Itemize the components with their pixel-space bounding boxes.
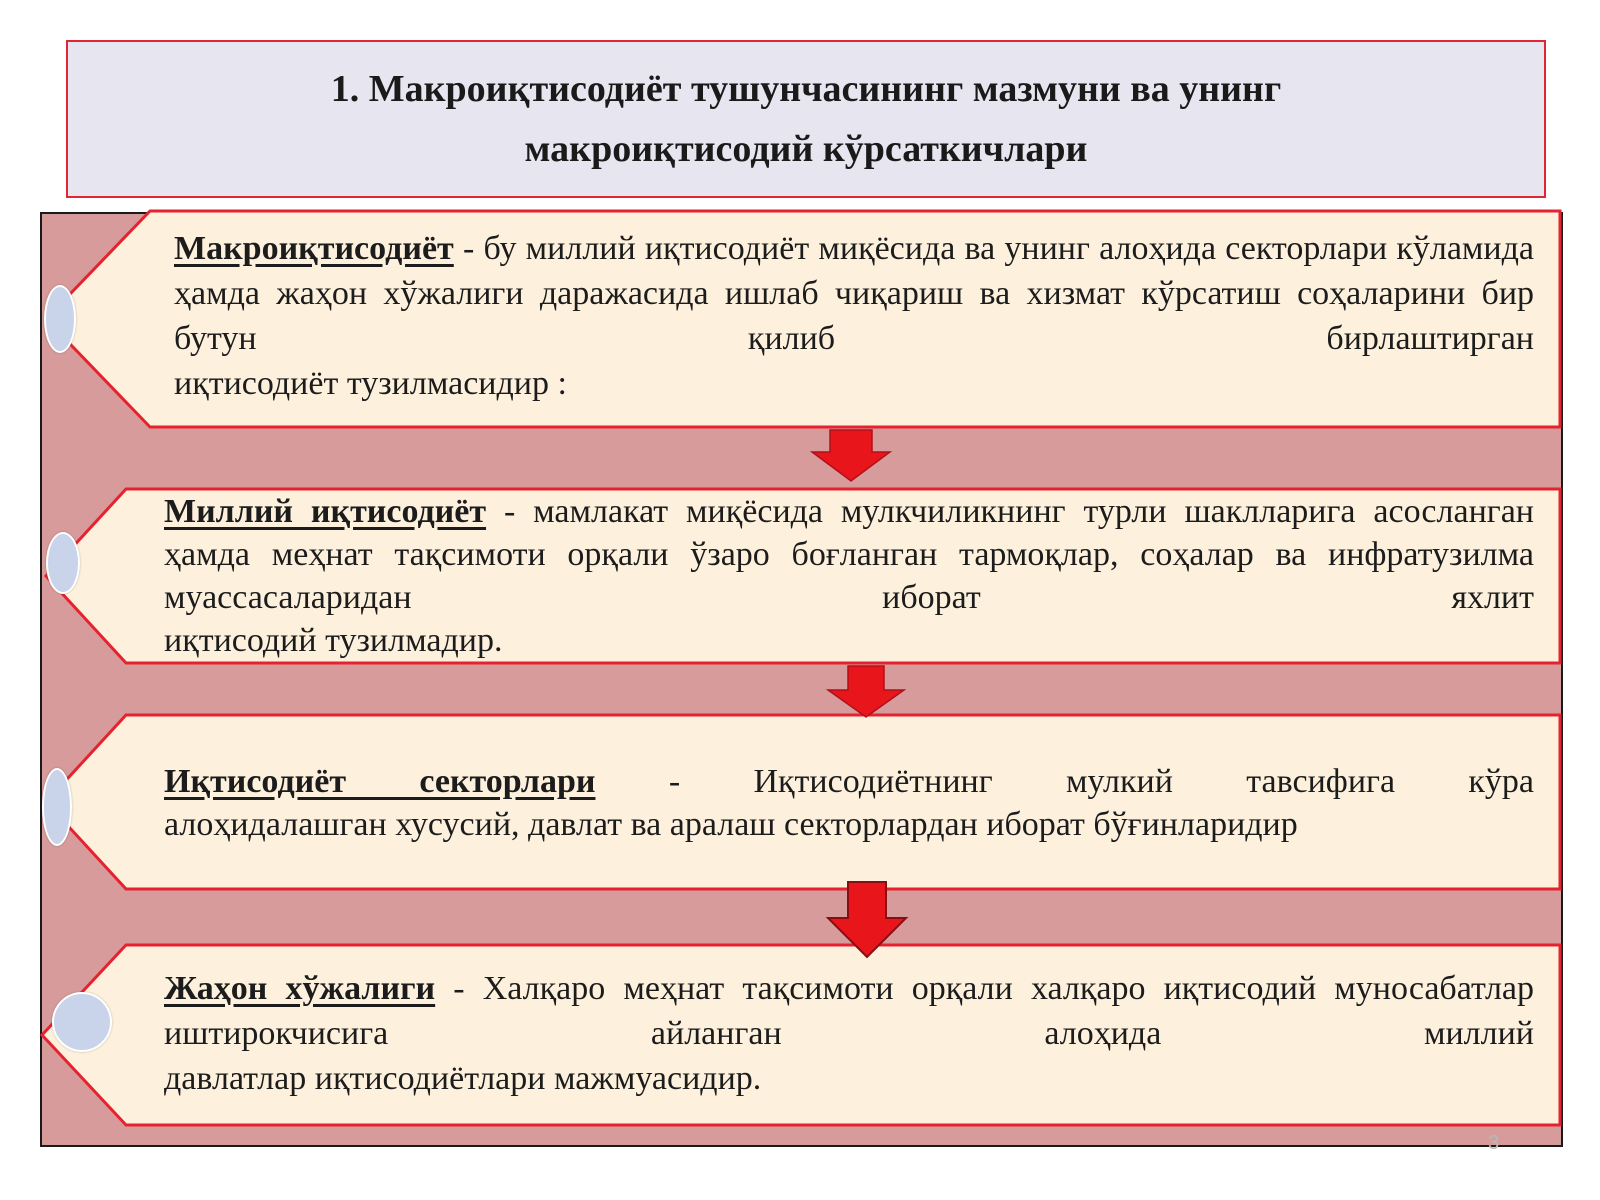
bullet-oval [46, 532, 80, 594]
definition-text-economic-sectors [164, 760, 1534, 846]
down-arrow-icon [826, 882, 908, 958]
definition-line: иқтисодий муносабатлар иштирокчисига айланган алоҳида миллий [164, 970, 1535, 1052]
down-arrow-icon [810, 430, 892, 482]
definition-line: - бу миллий иқтисодиёт миқёсида ва унинг алоҳида [462, 230, 1217, 267]
definition-text-macroeconomics [174, 226, 1534, 406]
definition-text-world-economy [164, 966, 1534, 1101]
definition-line: ва хизмат кўрсатиш соҳаларини бир бутун қилиб бирлаштирган [174, 275, 1535, 357]
slide-title [331, 59, 1281, 179]
definition-term: Жаҳон хўжалиги [164, 970, 436, 1007]
definition-last-line: иқтисодий тузилмадир. [164, 622, 503, 659]
page-number: 3 [1488, 1132, 1500, 1154]
definition-text-national-economy [164, 490, 1534, 662]
bullet-oval [42, 768, 72, 846]
definition-line: секторлари кўламида ҳамда жаҳон хўжалиги даражасида ишлаб чиқариш [174, 230, 1535, 312]
slide-title-line-2: макроиқтисодий кўрсаткичлари [524, 128, 1088, 170]
definition-band-macroeconomics [40, 210, 1562, 428]
down-arrow-icon [826, 666, 906, 718]
slide-title-line-1: 1. Макроиқтисодиёт тушунчасининг мазмуни ва унинг [330, 68, 1282, 110]
definition-term: Миллий иқтисодиёт [164, 493, 487, 530]
definition-last-line: иқтисодиёт тузилмасидир : [174, 365, 567, 402]
definition-band-economic-sectors [40, 714, 1562, 890]
definition-line: шаклларига асосланган ҳамда меҳнат тақсимоти орқали ўзаро боғланган [164, 493, 1534, 573]
definition-term: Иқтисодиёт секторлари [164, 763, 596, 800]
definition-band-national-economy [40, 488, 1562, 664]
definition-last-line: алоҳидалашган хусусий, давлат ва аралаш секторлардан иборат бўғинларидир [164, 806, 1298, 843]
definition-term: Макроиқтисодиёт [174, 230, 454, 267]
bullet-oval [52, 992, 112, 1052]
title-box [66, 40, 1546, 198]
definition-line: - Иқтисодиётнинг мулкий тавсифига кўра [668, 763, 1535, 800]
definition-line: - мамлакат миқёсида мулкчиликнинг турли [503, 493, 1167, 530]
definition-band-world-economy [40, 944, 1562, 1126]
definition-line: - Халқаро меҳнат тақсимоти орқали халқаро [453, 970, 1146, 1007]
definition-line: тармоқлар, соҳалар ва инфратузилма муассасаларидан иборат яхлит [164, 536, 1535, 616]
bullet-oval [44, 285, 76, 353]
definition-last-line: давлатлар иқтисодиётлари мажмуасидир. [164, 1060, 762, 1097]
